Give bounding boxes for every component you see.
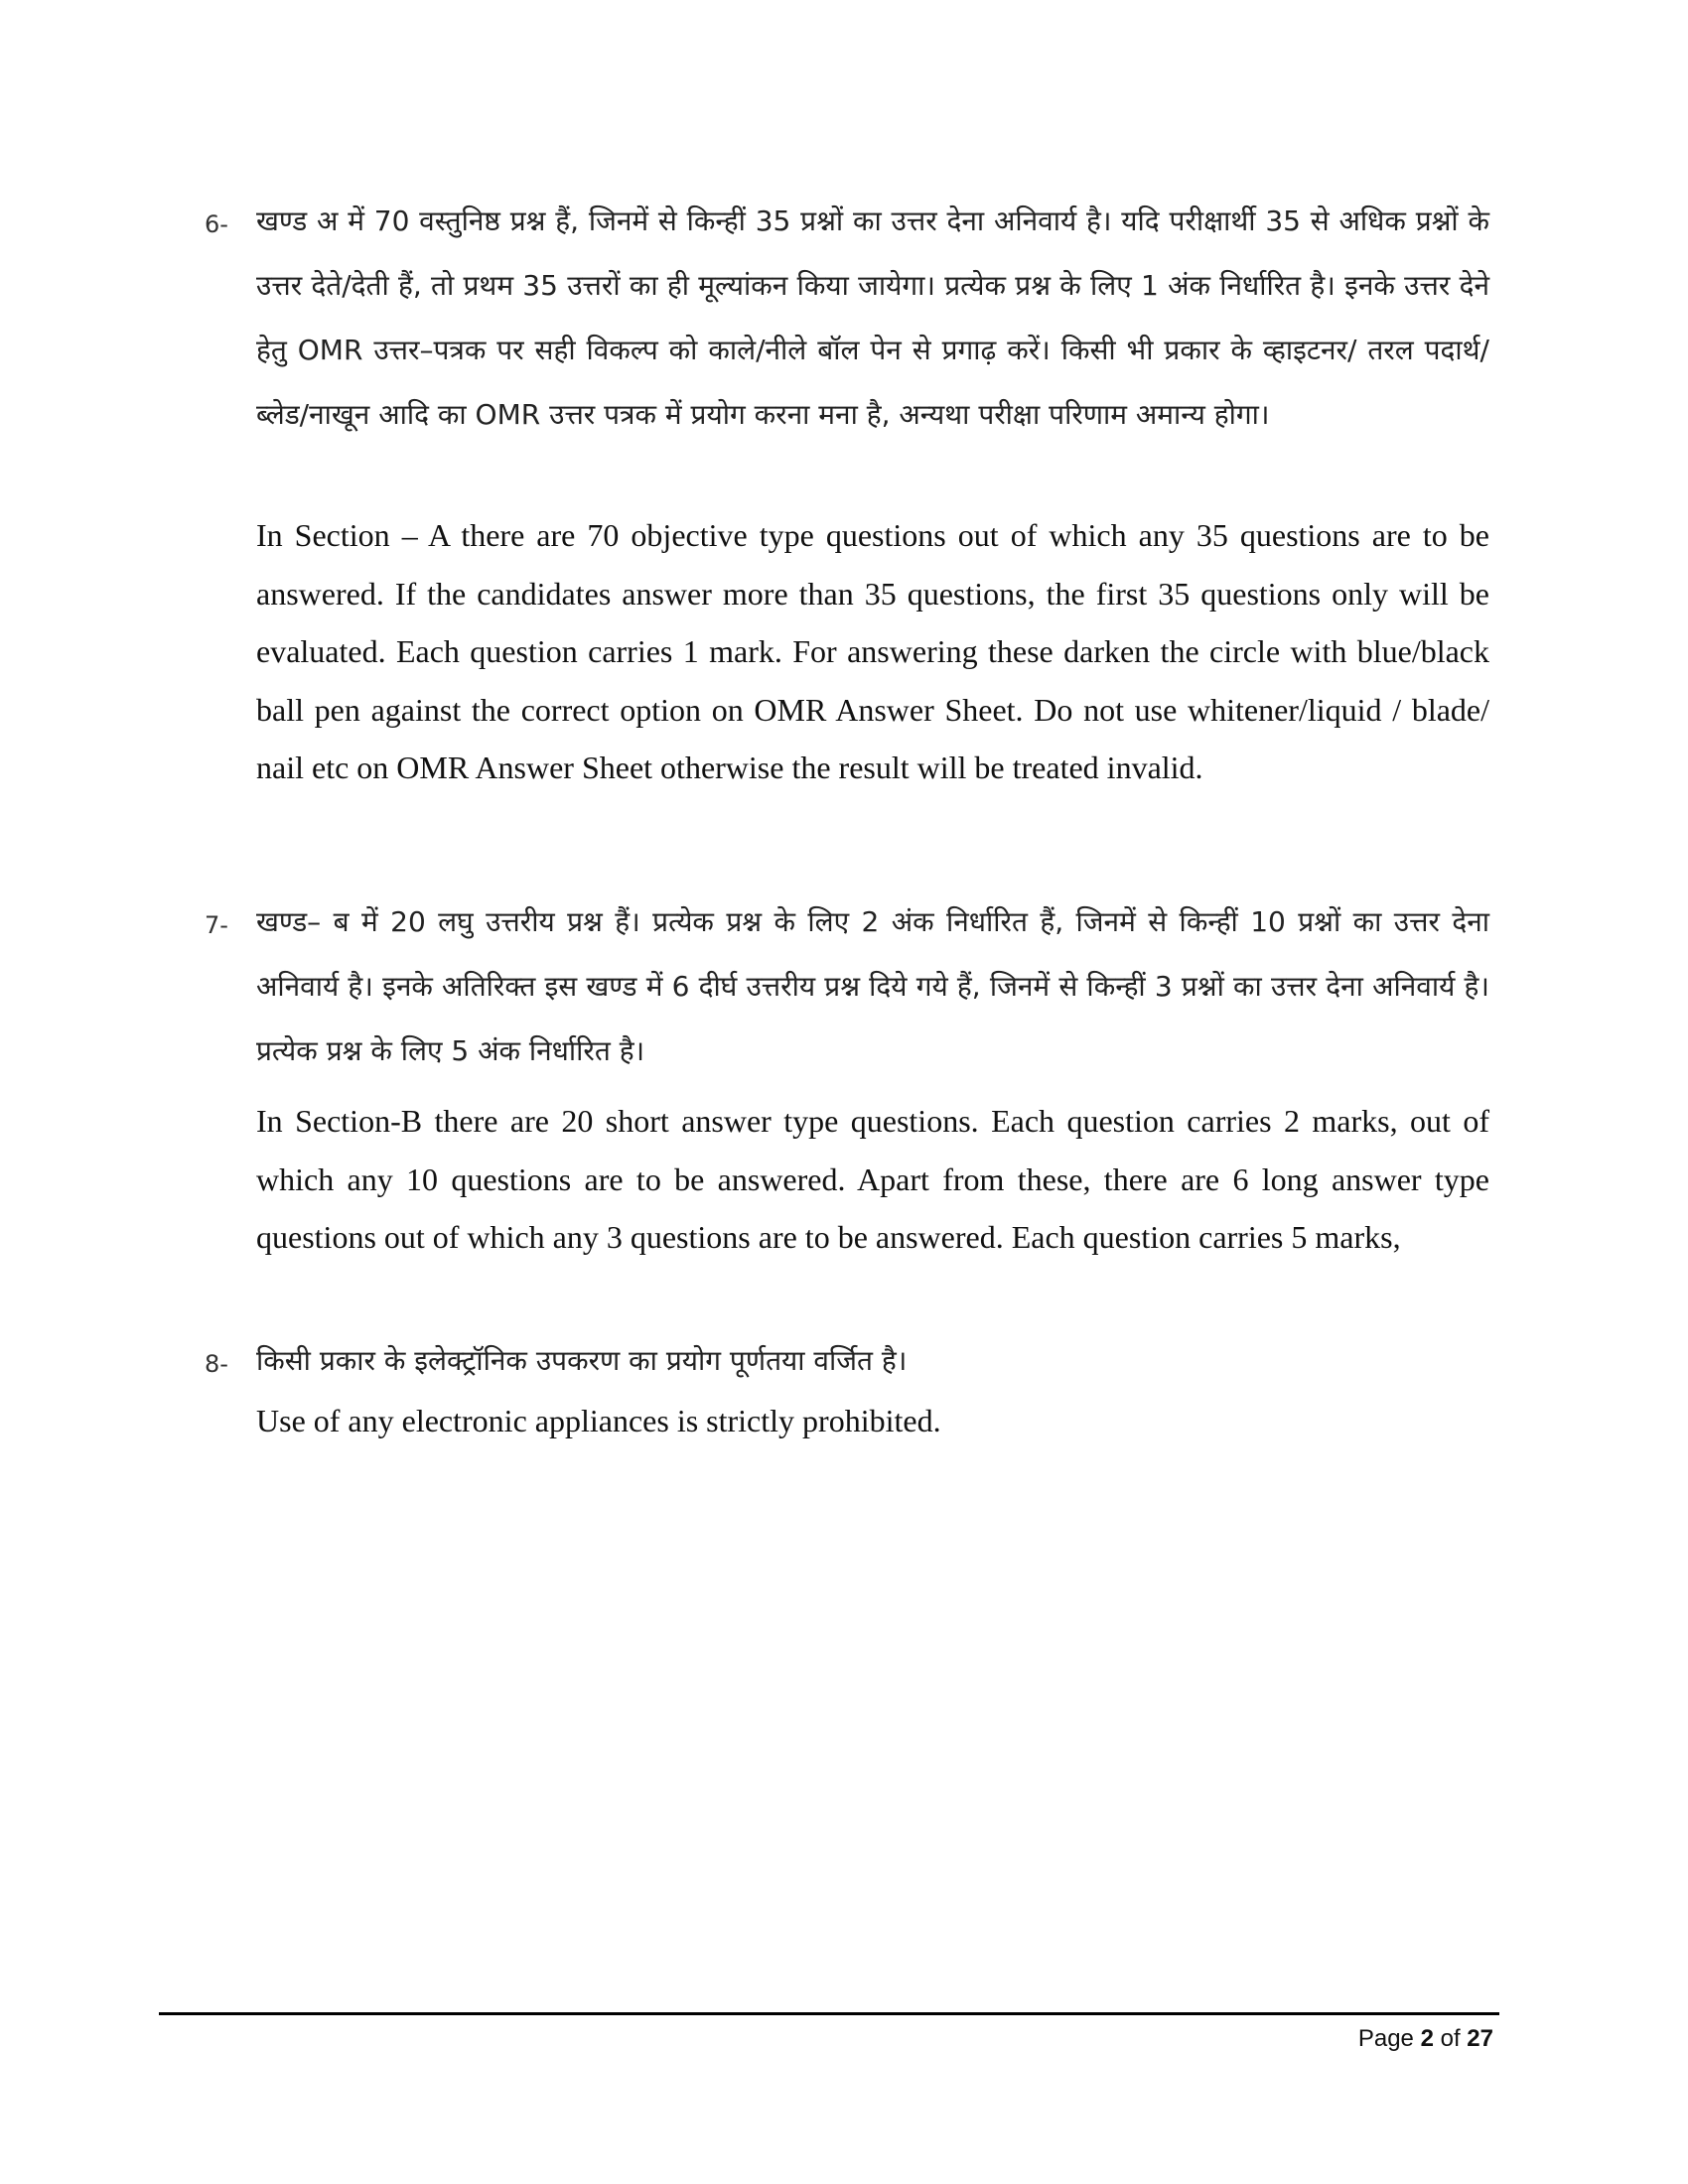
item-english-text: Use of any electronic appliances is strictly prohibited. [256, 1403, 941, 1438]
page-number: 2 [1420, 2025, 1434, 2052]
footer-divider [159, 2012, 1499, 2015]
item-number: 6- [205, 210, 228, 238]
item-hindi-text: खण्ड– ब में 20 लघु उत्तरीय प्रश्न हैं। प्रत्येक प्रश्न के लिए 2 अंक निर्धारित हैं, जिनमें से किन्हीं 10 प्रश्नों का उत्तर देना अनिवार्य है। इनके अतिरिक्त इस खण्ड में 6 दीर्घ उत्तरीय प्रश्न दिये गये हैं, जिनमें से किन्हीं 3 प्रश्नों का उत्तर देना अनिवार्य है। प्रत्येक प्रश्न के लिए 5 अंक निर्धारित है। [256, 905, 1489, 1067]
page-total: 27 [1467, 2025, 1493, 2052]
item-number: 7- [205, 911, 228, 939]
item-number: 8- [205, 1350, 228, 1378]
page-word: Page [1357, 2025, 1414, 2052]
of-word: of [1440, 2025, 1461, 2052]
item-english-text: In Section – A there are 70 objective type questions out of which any 35 questions are to be answered. If the candidates answer more than 35 questions, the first 35 questions only will be evaluated. Each question carries 1 mark. For answering these darken the circle with blue/black ball pen against the correct option on OMR Answer Sheet. Do not use whitener/liquid / blade/ nail etc on OMR Answer Sheet otherwise the result will be treated invalid. [256, 517, 1489, 785]
page-footer [1358, 2025, 1493, 2053]
item-english-text: In Section-B there are 20 short answer type questions. Each question carries 2 marks, out of which any 10 questions are to be answered. Apart from these, there are 6 long answer type questions out of which any 3 questions are to be answered. Each question carries 5 marks, [256, 1103, 1489, 1255]
item-hindi-text: खण्ड अ में 70 वस्तुनिष्ठ प्रश्न हैं, जिनमें से किन्हीं 35 प्रश्नों का उत्तर देना अनिवार्य है। यदि परीक्षार्थी 35 से अधिक प्रश्नों के उत्तर देते/देती हैं, तो प्रथम 35 उत्तरों का ही मूल्यांकन किया जायेगा। प्रत्येक प्रश्न के लिए 1 अंक निर्धारित है। इनके उत्तर देने हेतु OMR उत्तर–पत्रक पर सही विकल्प को काले/नीले बॉल पेन से प्रगाढ़ करें। किसी भी प्रकार के व्हाइटनर/ तरल पदार्थ/ ब्लेड/नाखून आदि का OMR उत्तर पत्रक में प्रयोग करना मना है, अन्यथा परीक्षा परिणाम अमान्य होगा। [256, 205, 1489, 431]
item-hindi-text: किसी प्रकार के इलेक्ट्रॉनिक उपकरण का प्रयोग पूर्णतया वर्जित है। [256, 1344, 908, 1377]
